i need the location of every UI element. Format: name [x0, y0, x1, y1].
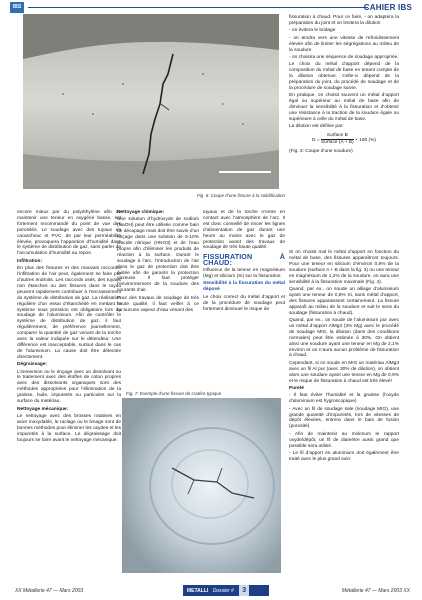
- paragraph: Cependant, si on soude en MIG un matériau AlMg3 avec un fil Al pur (avec 30% de dilution), on obtient alors une soudure ayant une teneur en Mg de 0,9% et le risque de fissuration à chaud est très élevé!: [289, 360, 399, 384]
- column-1: [17, 210, 121, 445]
- paragraph: fissuration à chaud. Pour ce faire, - on adaptera la préparation du joint et on limitera la dilution: [289, 15, 399, 26]
- dossier-number: 3: [239, 585, 249, 596]
- paragraph: En plus des fissures et des mauvais raccords, l’infiltration de l’air peut, également se faire par d’autres endroits. Les raccords usés, des tuyaux non étanches ou des fissures dans le tuyau peuvent rapidement contribuer à l’encrassement du système de distribution de gaz. La réalisation régulière d’un essai d’étanchéité en mettant le système sous pression est obligatoire lors du soudage de l’aluminium. Afin de contrôler le système de distribution de gaz, il faut régulièrement, de préférence journellement, comparer la quantité de gaz venant de la torche avec la valeur indiquée sur le détendeur. Une différence est inacceptable, surtout dans le cas de l’aluminium. La cause doit être détectée directement.: [17, 266, 121, 360]
- section-title: CAHIER IBS: [363, 3, 412, 12]
- figure-7-photo: [122, 398, 281, 573]
- paragraph: Le choix du métal d’apport dépend de la composition du métal de base en tenant compte de la dilution obtenue. Celle-ci dépend de la préparation du joint, du procédé de soudage et de la procédure de soudage suivie.: [289, 62, 399, 91]
- dossier-label: Dossier #: [212, 588, 234, 594]
- paragraph: En pratique, on choisit souvent un métal d’apport égal ou supérieur au métal de base afin de diminuer la sensibilité à la fissuration et d’obtenir une résistance à la traction de la soudure égale ou supérieure à celle du métal de base.: [289, 93, 399, 122]
- paragraph: - on choisira une séquence de soudage appropriée.: [289, 54, 399, 60]
- footer-left: XX Métallerie 47 — Mars 2003: [15, 588, 84, 594]
- figure-6-caption: Fig. 6: Coupe d’une fissure à la solidification: [196, 193, 285, 198]
- subheading-chimique: Nettoyage chimique:: [117, 210, 165, 215]
- subheading-purete: Pureté: [289, 385, 304, 391]
- formula-reference: (Fig. 3: Coupe d’une soudure): [289, 149, 353, 155]
- list-item: - Il faut éviter l’humidité et la graisse (l’oxyde d’aluminium est hygroscopique): [289, 393, 399, 405]
- paragraph: tuyaux et de la torche n’entre en contact avec l’atmosphère de l’arc. Il est donc conseillé de rincer les lignes d’alimentation de gaz durant une heure au moins avec le gaz de protection avant des travaux de soudage de très haute qualité.: [203, 210, 285, 251]
- paragraph: Le choix correct du métal d’apport et de la procédure de soudage peut fortement diminuer le risque de: [203, 294, 285, 312]
- solidification-crack-image: [23, 14, 279, 189]
- magazine-name: METALLI: [187, 588, 209, 594]
- paragraph: Si on choisit mal le métal d’apport en fonction du métal de base, des fissures apparaîtront toujours. Pour une teneur en silicium d’environ 0,8% de la soudure (surface A + B dans la fig. 3) ou une teneur en magnésium de 1,2% de la soudure, on aura une sensibilité à la fissuration maximale (Fig. 4).: [289, 250, 399, 285]
- page-header: [0, 0, 422, 14]
- column-3: [203, 210, 285, 314]
- paragraph: Influence de la teneur en magnésium (Mg) et silicium (Si) sur la fissuration:: [203, 268, 285, 280]
- paragraph: - on évitera le bridage: [289, 28, 336, 34]
- paragraph: Quand, par ex., on soude un alliage d’aluminium ayant une teneur de 0,8% Si, sans métal d’apport, des fissures apparaissent certainement. La fissure apparaît au milieu de la soudure et suit le sens du soudage (fissuration à chaud).: [289, 286, 399, 316]
- footer-magazine-badge: [183, 585, 269, 596]
- section-heading-fissuration: FISSURATION À CHAUD:: [203, 252, 285, 268]
- paragraph: La dilution est définie par:: [289, 124, 344, 130]
- formula-suffix: × 100 (%): [355, 138, 376, 144]
- subheading-sensibilite: Sensibilité à la fissuration du métal déposé: [203, 281, 285, 293]
- formula-label: D =: [312, 138, 321, 144]
- paragraph: Le nettoyage avec des brosses rotatives en acier inoxydable, le raclage ou le limage sont de bonnes méthodes pour éliminer les oxydes et les impuretés à la surface. Le dégraissage doit toujours se faire avant le nettoyage mécanique.: [17, 413, 121, 443]
- paragraph: Pour des travaux de soudage de très haute qualité, il faut veiller à ce qu’aucune vapeur d’eau venant des: [117, 295, 199, 313]
- paragraph: L’immersion ou le rinçage avec un dissolvant ou le traitement avec des étoffes de coton propres avec des dissolvants organiques sont des méthodes appropriées pour l’élimination de la graisse, huile, impuretés ou particules sur la surface du matériau.: [17, 369, 121, 405]
- list-item: - Avec un fil de soudage sale (soudage MIG), une grande quantité d’impuretés, lors de vitesses de dépôt élevées, entrera dans le bain de fusion (porosité): [289, 406, 399, 430]
- dilution-formula: [289, 133, 399, 146]
- header-rule: [28, 7, 368, 8]
- list-item: - Le fil d’apport en aluminium doit également être traité avec le plus grand soin:: [289, 451, 399, 462]
- paragraph: Une solution d’hydroxyde de sodium (NaOH) peut être utilisée comme bain de décapage mais doit être suivie d’un rinçage dans une solution de 5-10% d’acide nitrique (HNO3) et de l’eau propre afin d’éliminer les produits de réaction à la surface. Durant le soudage à l’arc, l’introduction de l’air dans le gaz de protection doit être évitée afin de garantir la protection gazeuse. Il faut protéger l’environnement de la soudure des courants d’air.: [117, 217, 199, 294]
- column-2: [117, 210, 199, 315]
- paragraph: encore mieux par du polyéthylène afin de maintenir une teneur en oxygène basse, est fortement recommandé du point de vue des porosités. Le soudage avec des tuyaux en caoutchouc et PVC, de par leur perméabilité élevée, provoquera l’apparition d’humidité dans le système de distribution de gaz, sans parler de l’accumulation d’humidité au repos.: [17, 210, 121, 257]
- crater-crack-image: [122, 398, 281, 573]
- right-bottom-column: [289, 250, 399, 464]
- ibs-logo: IBS: [10, 2, 24, 13]
- subheading-degraissage: Dégraissage:: [17, 362, 48, 368]
- formula-fraction: [321, 133, 354, 146]
- list-item: - Afin de maintenir au minimum le rapport oxyde/dépôt, un fil de diamètre aussi grand que possible sera utilisé.: [289, 431, 399, 449]
- right-top-column: [289, 15, 399, 157]
- page-footer: [0, 584, 422, 598]
- formula-numerator: Surface B: [321, 133, 354, 140]
- paragraph: - on tendra vers une vitesse de refroidissement élevée afin de limiter les ségrégations au milieu de la soudure: [289, 35, 399, 53]
- figure-7-caption: Fig. 7: Exemple d’une fissure de cratère typique: [126, 391, 222, 396]
- footer-right: Métallerie 47 — Mars 2003 XX: [341, 588, 410, 594]
- subheading-mecanique: Nettoyage mécanique:: [17, 406, 69, 412]
- figure-6-photo: [23, 14, 279, 189]
- formula-denominator: Surface (A + B): [320, 140, 354, 146]
- paragraph: Quand, par ex., on soude de l’aluminium pur avec un métal d’apport AlMg3 (3% Mg) avec le procédé de soudage MIG, la dilution (dans des conditions normales) peut être estimée à 30%. On obtient ainsi une soudure ayant une teneur en Mg de 2,1% environ et on n’aura aucun problème de fissuration à chaud.: [289, 317, 399, 359]
- subheading-infiltration: Infiltration:: [17, 258, 43, 264]
